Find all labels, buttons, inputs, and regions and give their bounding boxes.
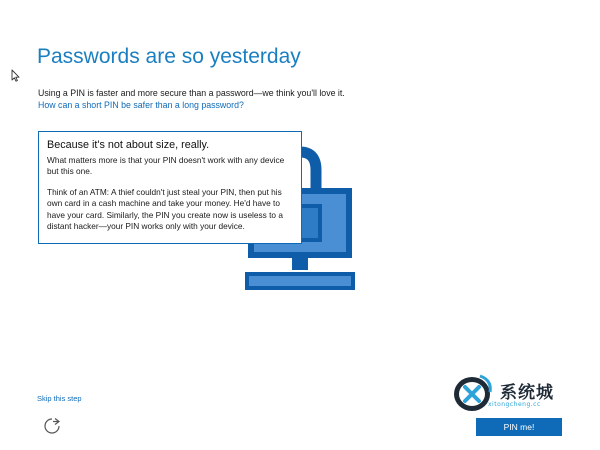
tooltip-paragraph: Think of an ATM: A thief couldn't just steal your PIN, then put his own card in a cash machine and take your money. He'd have to have your card. Similarly, the PIN you create now is useless to a distant hacker—your PIN works only with your device. [47, 186, 283, 232]
pin-me-button[interactable]: PIN me! [476, 418, 562, 436]
tooltip-paragraph: What matters more is that your PIN doesn't work with any device but this one. [47, 155, 285, 177]
site-watermark [448, 370, 594, 418]
tooltip-title: Because it's not about size, really. [47, 139, 210, 151]
watermark-logo-icon [450, 370, 498, 416]
intro-text: Using a PIN is faster and more secure than a password—we think you'll love it. [38, 88, 345, 98]
skip-step-link[interactable]: Skip this step [37, 394, 82, 403]
watermark-text: 系统城 [500, 383, 554, 403]
mouse-pointer-icon [11, 69, 20, 82]
ease-of-access-icon[interactable] [43, 417, 61, 435]
watermark-url: xitongcheng.cc [488, 401, 541, 408]
page-title: Passwords are so yesterday [37, 45, 301, 68]
info-tooltip [38, 131, 302, 244]
help-link[interactable]: How can a short PIN be safer than a long password? [38, 100, 244, 110]
